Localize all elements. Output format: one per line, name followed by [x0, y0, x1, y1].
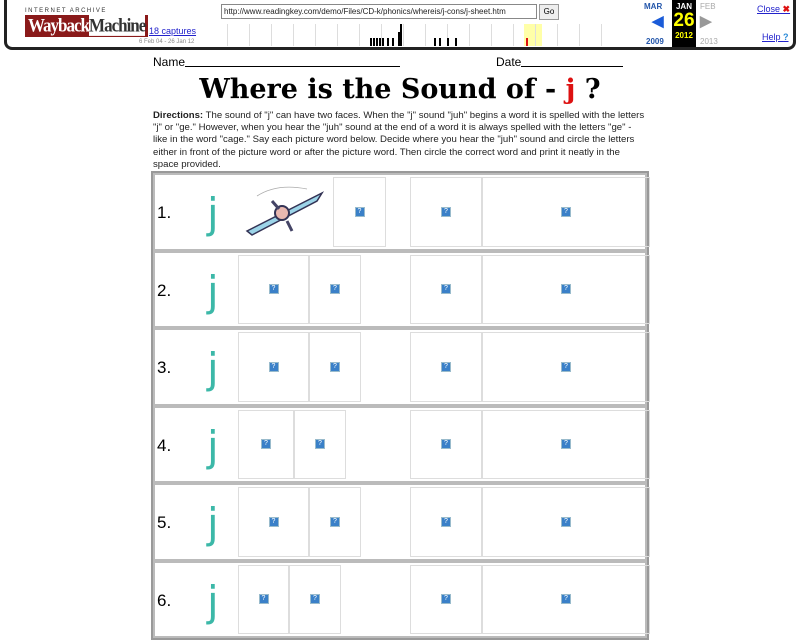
wayback-toolbar [4, 0, 796, 50]
worksheet-row [153, 251, 647, 329]
logo-caption: INTERNET ARCHIVE [25, 8, 107, 14]
picture-cell [294, 410, 346, 480]
prev-month[interactable]: MAR [644, 2, 663, 11]
missing-image-icon: ? [441, 207, 451, 217]
missing-image-icon: ? [441, 284, 451, 294]
missing-image-icon: ? [259, 594, 269, 604]
picture-cell [482, 177, 650, 247]
picture-cell [238, 332, 309, 402]
row-number: 4. [157, 435, 172, 455]
capture-bar[interactable] [376, 38, 378, 46]
missing-image-icon: ? [355, 207, 365, 217]
missing-image-icon: ? [269, 284, 279, 294]
picture-cell [410, 487, 482, 557]
picture-cell [410, 332, 482, 402]
picture-cell [238, 487, 309, 557]
missing-image-icon: ? [330, 362, 340, 372]
missing-image-icon: ? [561, 439, 571, 449]
picture-cell [309, 487, 361, 557]
capture-bar[interactable] [439, 38, 441, 46]
capture-bar[interactable] [455, 38, 457, 46]
row-number: 3. [157, 358, 172, 377]
year-tick [337, 24, 338, 46]
current-capture-bar [526, 38, 528, 46]
year-tick [403, 24, 404, 46]
picture-cell [482, 565, 650, 635]
picture-cell [410, 565, 482, 635]
year-tick [513, 24, 514, 46]
wayback-logo[interactable]: WaybackMachine [25, 15, 148, 37]
capture-range: 6 Feb 04 - 26 Jan 12 [139, 39, 195, 45]
rocket-picture [237, 181, 331, 243]
prev-arrow-icon[interactable]: ◀ [652, 13, 664, 30]
letter-j: j [207, 189, 219, 238]
missing-image-icon: ? [269, 517, 279, 527]
missing-image-icon: ? [330, 284, 340, 294]
picture-cell [482, 332, 650, 402]
missing-image-icon: ? [561, 362, 571, 372]
capture-bar[interactable] [370, 38, 372, 46]
prev-year[interactable]: 2009 [646, 37, 664, 46]
missing-image-icon: ? [315, 439, 325, 449]
missing-image-icon: ? [441, 517, 451, 527]
letter-j: j [207, 421, 219, 471]
capture-bar[interactable] [373, 38, 375, 46]
missing-image-icon: ? [441, 439, 451, 449]
missing-image-icon: ? [261, 439, 271, 449]
close-icon: ✖ [782, 4, 791, 14]
year-tick [491, 24, 492, 46]
picture-cell [410, 255, 482, 325]
worksheet-row [153, 328, 647, 406]
picture-cell [482, 410, 650, 480]
capture-bar[interactable] [392, 38, 394, 46]
capture-bar[interactable] [387, 38, 389, 46]
directions: Directions: The sound of "j" can have two faces. When the "j" sound "juh" begins a word it is spelled with the letters "j" or "ge." However, when you hear the "juh" sound at the end of a word it is always spelled with the letters "ge" - like in the word "cage." Say each picture word below. Decide where you hear the "juh" sound and circle the letters either in front of the picture word or after the picture word. Then circle the correct word and print it neatly in the space provided. [153, 110, 645, 170]
year-tick [359, 24, 360, 46]
current-date: JAN 26 2012 [672, 0, 696, 47]
row-number: 5. [157, 513, 172, 532]
picture-cell [309, 332, 361, 402]
year-tick [271, 24, 272, 46]
year-tick [579, 24, 580, 46]
missing-image-icon: ? [269, 362, 279, 372]
picture-cell [333, 177, 386, 247]
missing-image-icon: ? [561, 207, 571, 217]
missing-image-icon: ? [561, 517, 571, 527]
row-number: 6. [157, 590, 172, 610]
picture-cell [410, 177, 482, 247]
picture-cell [289, 565, 341, 635]
picture-cell [482, 255, 650, 325]
worksheet-row [153, 173, 647, 251]
worksheet-row [153, 561, 647, 639]
help-icon: ? [783, 32, 789, 42]
missing-image-icon: ? [441, 594, 451, 604]
picture-cell [410, 410, 482, 480]
letter-j: j [207, 576, 219, 626]
capture-bar[interactable] [379, 38, 381, 46]
year-tick [315, 24, 316, 46]
year-tick [249, 24, 250, 46]
year-tick [601, 24, 602, 46]
worksheet-row [153, 483, 647, 561]
year-tick [227, 24, 228, 46]
next-arrow-icon: ▶ [700, 13, 712, 30]
year-tick [293, 24, 294, 46]
row-number: 1. [157, 203, 172, 222]
next-year: 2013 [700, 37, 718, 46]
go-button[interactable]: Go [539, 4, 559, 20]
capture-bar[interactable] [382, 38, 384, 46]
picture-cell [482, 487, 650, 557]
capture-bar[interactable] [400, 24, 402, 46]
capture-timeline[interactable] [222, 24, 622, 46]
year-tick [425, 24, 426, 46]
letter-j: j [207, 499, 219, 548]
capture-bar[interactable] [434, 38, 436, 46]
letter-j: j [207, 266, 219, 316]
worksheet-row [153, 406, 647, 484]
worksheet-table [151, 171, 649, 640]
missing-image-icon: ? [561, 284, 571, 294]
picture-cell [309, 255, 361, 325]
picture-cell [238, 565, 289, 635]
missing-image-icon: ? [310, 594, 320, 604]
name-field[interactable]: Name [153, 53, 400, 67]
date-field[interactable]: Date [496, 53, 623, 67]
next-month: FEB [700, 2, 716, 11]
captures-link[interactable]: 18 captures [149, 26, 197, 36]
missing-image-icon: ? [441, 362, 451, 372]
picture-cell [238, 255, 309, 325]
year-tick [557, 24, 558, 46]
close-link[interactable]: Close ✖ [757, 4, 791, 14]
help-link[interactable]: Help ? [762, 32, 789, 42]
missing-image-icon: ? [561, 594, 571, 604]
url-input[interactable]: http://www.readingkey.com/demo/Files/CD-k/phonics/whereis/j-cons/j-sheet.htm [221, 4, 537, 19]
missing-image-icon: ? [330, 517, 340, 527]
letter-j: j [207, 344, 219, 393]
page-title: Where is the Sound of - j ? [199, 74, 601, 105]
year-tick [469, 24, 470, 46]
year-tick [535, 24, 536, 46]
row-number: 2. [157, 280, 172, 300]
picture-cell [238, 410, 294, 480]
capture-bar[interactable] [447, 38, 449, 46]
